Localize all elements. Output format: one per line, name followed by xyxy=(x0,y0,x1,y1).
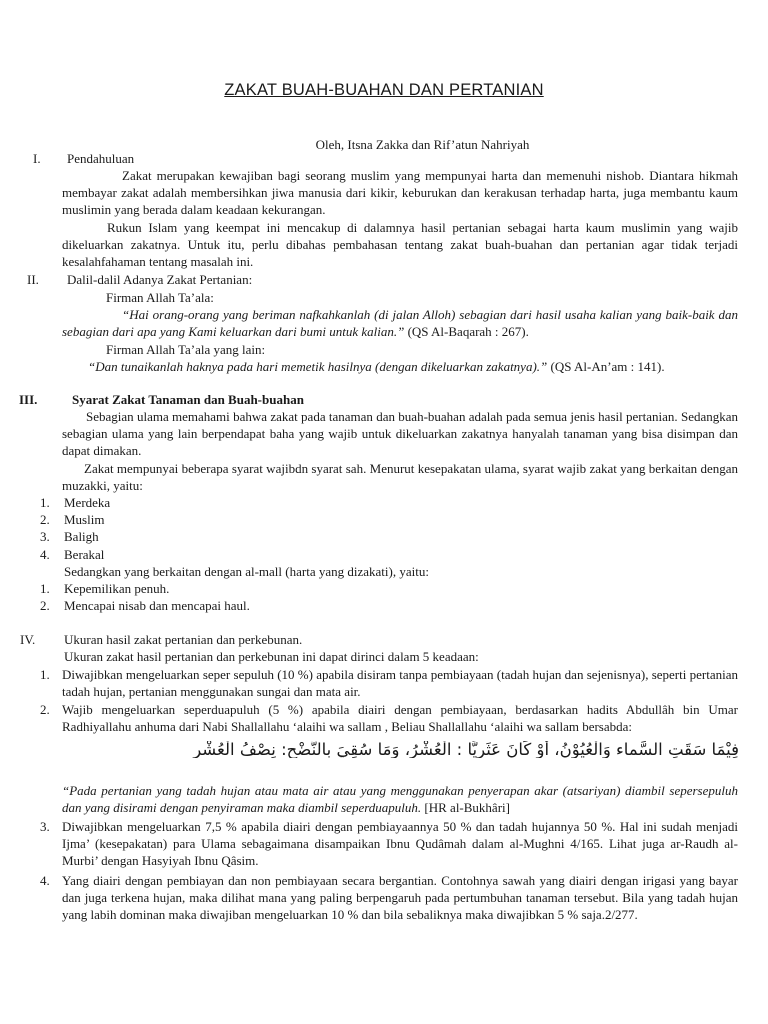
list-4-number-2: 2. xyxy=(40,702,50,717)
list-4-item-4: Yang diairi dengan pembiayan dan non pembiayaan secara bergantian. Contohnya sawah yang diairi dengan irigasi yang bayar dan juga terkena hujan, maka dilihat mana yang paling berpengaruh pada pertumbuhan tanaman tersebut. Bila yang tadah hujan yang labih dominan maka diwajiban mengeluarkan 10 % dan bila sebaliknya maka diwajibkan 5 % saja.2/277. xyxy=(62,873,738,923)
list-1-number-4: 4. xyxy=(40,547,50,562)
section-3-heading: Syarat Zakat Tanaman dan Buah-buahan xyxy=(72,392,304,407)
section-2-heading: Dalil-dalil Adanya Zakat Pertanian: xyxy=(67,272,253,287)
section-1-paragraph-1: Zakat merupakan kewajiban bagi seorang muslim yang mempunyai harta dan memenuhi nishob. Diantara hikmah membayar zakat adalah membersihkan jiwa manusia dari kikir, keburukan dan kerakusan terhadap harta, juga membantu kaum muslimin yang berada dalam keadaan kekurangan. xyxy=(62,168,738,218)
section-3-paragraph-2: Zakat mempunyai beberapa syarat wajibdn syarat sah. Menurut kesepakatan ulama, syarat wajib zakat yang berkaitan dengan muzakki, yaitu: xyxy=(62,461,738,494)
hadith-translation-ref: [HR al-Bukhâri] xyxy=(424,800,510,816)
section-4-number: IV. xyxy=(20,632,36,647)
firman-label-2: Firman Allah Ta’ala yang lain: xyxy=(106,342,266,357)
section-4-intro: Ukuran zakat hasil pertanian dan perkebunan ini dapat dirinci dalam 5 keadaan: xyxy=(64,649,479,664)
list-2-item-1: Kepemilikan penuh. xyxy=(64,581,170,596)
author-line: Oleh, Itsna Zakka dan Rif’atun Nahriyah xyxy=(315,137,530,152)
quran-quote-1-text: “Hai orang-orang yang beriman nafkahkanlah (di jalan Alloh) sebagian dari hasil usaha kalian yang baik-baik dan sebagian dari apa yang Kami keluarkan dari bumi untuk kalian.” xyxy=(62,307,738,340)
section-1-number: I. xyxy=(33,151,41,166)
section-1-heading: Pendahuluan xyxy=(67,151,135,166)
list-1-number-3: 3. xyxy=(40,529,50,544)
list-4-item-1: Diwajibkan mengeluarkan seper sepuluh (10 %) apabila disiram tanpa pembiayaan (tadah hujan dan sejenisnya), seperti pertanian tadah hujan, pertanian menggunakan sungai dan mata air. xyxy=(62,667,738,700)
quran-quote-2 xyxy=(62,358,738,375)
list-2-number-1: 1. xyxy=(40,581,50,596)
list-1-number-1: 1. xyxy=(40,495,50,510)
section-4-heading: Ukuran hasil zakat pertanian dan perkebunan. xyxy=(64,632,303,647)
section-1-paragraph-2: Rukun Islam yang keempat ini mencakup di dalamnya hasil pertanian sebagai harta kaum muslimin yang wajib dikeluarkan zakatnya. Untuk itu, perlu dibahas pembahasan tentang zakat buah-buahan dan pertanian agar tidak terjadi kesalahfahaman tentang masalah ini. xyxy=(62,220,738,270)
quran-quote-1 xyxy=(62,306,738,340)
hadith-translation xyxy=(62,782,738,816)
list-1-item-1: Merdeka xyxy=(64,495,111,510)
arabic-hadith: فِيْمَا سَقَتِ السَّماء وَالْعُيُوْنُ، أَوْ كَانَ عَثَرِيًّا : الْعُشْرُ، وَمَا سُقِيَ بِالنَّضْحِ: نِصْفُ الْعُشْرِ xyxy=(193,741,739,759)
list-1-item-2: Muslim xyxy=(64,512,105,527)
quran-quote-2-text: “Dan tunaikanlah haknya pada hari memetik hasilnya (dengan dikeluarkan zakatnya).” xyxy=(88,359,548,374)
section-3-number: III. xyxy=(19,392,38,407)
list-2-item-2: Mencapai nisab dan mencapai haul. xyxy=(64,598,250,613)
list-2-number-2: 2. xyxy=(40,598,50,613)
firman-label-1: Firman Allah Ta’ala: xyxy=(106,290,214,305)
section-3-paragraph-1: Sebagian ulama memahami bahwa zakat pada tanaman dan buah-buahan adalah pada semua jenis hasil pertanian. Sedangkan sebagian ulama yang lain berpendapat baha yang wajib untuk dikeluarkan zakatnya hanyalah tanaman yang bisa disimpan dan dapat dimakan. xyxy=(62,409,738,459)
section-3-paragraph-3: Sedangkan yang berkaitan dengan al-mall (harta yang dizakati), yaitu: xyxy=(64,564,429,579)
list-4-item-3: Diwajibkan mengeluarkan 7,5 % apabila diairi dengan pembiayaannya 50 % dan tadah hujannya 50 %. Hal ini sudah menjadi Ijma’ (kesepakatan) para Ulama sebagaimana disampaikan Ibnu Qudâmah dalam al-Mughni 4/165. Lihat juga ar-Raudh al-Murbi’ dengan Hasyiyah Ibnu Qâsim. xyxy=(62,819,738,869)
list-4-number-3: 3. xyxy=(40,819,50,834)
list-4-number-1: 1. xyxy=(40,667,50,682)
hadith-translation-text: “Pada pertanian yang tadah hujan atau mata air atau yang menggunakan penyerapan akar (atsariyan) diambil sepersepuluh dan yang disirami dengan penyiraman maka diambil seperduapuluh. xyxy=(62,783,738,816)
section-2-number: II. xyxy=(27,272,39,287)
list-1-item-3: Baligh xyxy=(64,529,99,544)
quran-quote-1-ref: (QS Al-Baqarah : 267). xyxy=(407,324,529,340)
quran-quote-2-ref: (QS Al-An’am : 141). xyxy=(550,359,665,374)
list-4-number-4: 4. xyxy=(40,873,50,888)
document-title: ZAKAT BUAH-BUAHAN DAN PERTANIAN xyxy=(224,81,544,99)
list-4-item-2: Wajib mengeluarkan seperduapuluh (5 %) apabila diairi dengan pembiayaan, berdasarkan hadits Abdullâh bin Umar Radhiyallahu anhuma dari Nabi Shallallahu ‘alaihi wa sallam , Beliau Shallallahu ‘alaihi wa sallam bersabda: xyxy=(62,702,738,735)
list-1-item-4: Berakal xyxy=(64,547,105,562)
list-1-number-2: 2. xyxy=(40,512,50,527)
